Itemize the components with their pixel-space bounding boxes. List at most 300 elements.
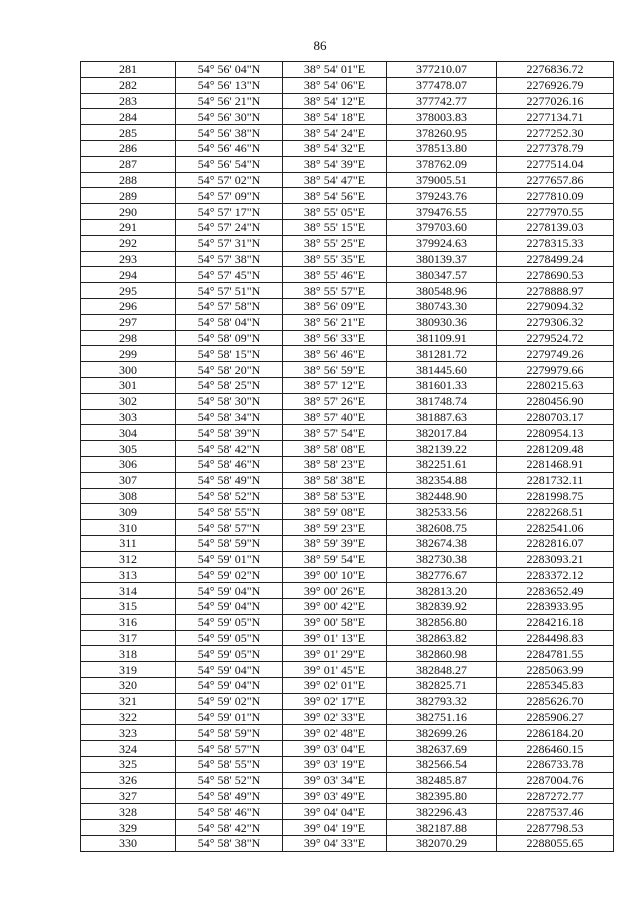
y-coordinate-cell: 2277810.09 — [497, 188, 614, 204]
point-number-cell: 314 — [81, 583, 176, 599]
coordinate-table — [80, 61, 614, 852]
latitude-cell: 54° 57' 38"N — [176, 251, 283, 267]
latitude-cell: 54° 58' 15"N — [176, 346, 283, 362]
table-row — [81, 330, 614, 346]
x-coordinate-cell: 377210.07 — [387, 62, 497, 78]
x-coordinate-cell: 382793.32 — [387, 693, 497, 709]
table-row — [81, 314, 614, 330]
latitude-cell: 54° 56' 13"N — [176, 77, 283, 93]
x-coordinate-cell: 378260.95 — [387, 125, 497, 141]
y-coordinate-cell: 2277252.30 — [497, 125, 614, 141]
y-coordinate-cell: 2285626.70 — [497, 693, 614, 709]
latitude-cell: 54° 58' 04"N — [176, 314, 283, 330]
latitude-cell: 54° 57' 17"N — [176, 204, 283, 220]
y-coordinate-cell: 2285063.99 — [497, 662, 614, 678]
point-number-cell: 330 — [81, 836, 176, 852]
latitude-cell: 54° 57' 58"N — [176, 298, 283, 314]
point-number-cell: 325 — [81, 757, 176, 773]
table-row — [81, 219, 614, 235]
table-row — [81, 662, 614, 678]
latitude-cell: 54° 58' 55"N — [176, 504, 283, 520]
y-coordinate-cell: 2287004.76 — [497, 772, 614, 788]
table-row — [81, 630, 614, 646]
table-row — [81, 377, 614, 393]
latitude-cell: 54° 58' 59"N — [176, 535, 283, 551]
point-number-cell: 310 — [81, 520, 176, 536]
latitude-cell: 54° 59' 04"N — [176, 599, 283, 615]
longitude-cell: 38° 54' 47"E — [283, 172, 387, 188]
point-number-cell: 294 — [81, 267, 176, 283]
longitude-cell: 38° 59' 39"E — [283, 535, 387, 551]
longitude-cell: 38° 54' 18"E — [283, 109, 387, 125]
point-number-cell: 311 — [81, 535, 176, 551]
point-number-cell: 289 — [81, 188, 176, 204]
y-coordinate-cell: 2284498.83 — [497, 630, 614, 646]
table-row — [81, 298, 614, 314]
longitude-cell: 39° 02' 17"E — [283, 693, 387, 709]
longitude-cell: 39° 03' 19"E — [283, 757, 387, 773]
longitude-cell: 39° 02' 01"E — [283, 678, 387, 694]
y-coordinate-cell: 2283093.21 — [497, 551, 614, 567]
y-coordinate-cell: 2281732.11 — [497, 472, 614, 488]
y-coordinate-cell: 2280703.17 — [497, 409, 614, 425]
longitude-cell: 38° 57' 54"E — [283, 425, 387, 441]
x-coordinate-cell: 382730.38 — [387, 551, 497, 567]
point-number-cell: 298 — [81, 330, 176, 346]
point-number-cell: 321 — [81, 693, 176, 709]
y-coordinate-cell: 2280456.90 — [497, 393, 614, 409]
table-row — [81, 583, 614, 599]
x-coordinate-cell: 382533.56 — [387, 504, 497, 520]
longitude-cell: 39° 04' 04"E — [283, 804, 387, 820]
longitude-cell: 38° 55' 15"E — [283, 219, 387, 235]
latitude-cell: 54° 58' 46"N — [176, 804, 283, 820]
longitude-cell: 38° 55' 57"E — [283, 283, 387, 299]
latitude-cell: 54° 59' 02"N — [176, 567, 283, 583]
point-number-cell: 319 — [81, 662, 176, 678]
y-coordinate-cell: 2280954.13 — [497, 425, 614, 441]
point-number-cell: 301 — [81, 377, 176, 393]
longitude-cell: 38° 54' 39"E — [283, 156, 387, 172]
latitude-cell: 54° 59' 05"N — [176, 630, 283, 646]
y-coordinate-cell: 2278499.24 — [497, 251, 614, 267]
y-coordinate-cell: 2286184.20 — [497, 725, 614, 741]
latitude-cell: 54° 58' 39"N — [176, 425, 283, 441]
table-row — [81, 836, 614, 852]
table-row — [81, 520, 614, 536]
latitude-cell: 54° 58' 09"N — [176, 330, 283, 346]
point-number-cell: 288 — [81, 172, 176, 188]
y-coordinate-cell: 2283372.12 — [497, 567, 614, 583]
latitude-cell: 54° 56' 04"N — [176, 62, 283, 78]
point-number-cell: 322 — [81, 709, 176, 725]
point-number-cell: 320 — [81, 678, 176, 694]
x-coordinate-cell: 382699.26 — [387, 725, 497, 741]
point-number-cell: 295 — [81, 283, 176, 299]
x-coordinate-cell: 379476.55 — [387, 204, 497, 220]
table-row — [81, 709, 614, 725]
table-row — [81, 599, 614, 615]
x-coordinate-cell: 382139.22 — [387, 441, 497, 457]
table-row — [81, 346, 614, 362]
x-coordinate-cell: 382354.88 — [387, 472, 497, 488]
y-coordinate-cell: 2287272.77 — [497, 788, 614, 804]
point-number-cell: 309 — [81, 504, 176, 520]
latitude-cell: 54° 57' 45"N — [176, 267, 283, 283]
longitude-cell: 38° 54' 24"E — [283, 125, 387, 141]
longitude-cell: 38° 57' 12"E — [283, 377, 387, 393]
point-number-cell: 297 — [81, 314, 176, 330]
latitude-cell: 54° 58' 46"N — [176, 456, 283, 472]
longitude-cell: 38° 55' 05"E — [283, 204, 387, 220]
y-coordinate-cell: 2286460.15 — [497, 741, 614, 757]
x-coordinate-cell: 380347.57 — [387, 267, 497, 283]
table-row — [81, 62, 614, 78]
table-row — [81, 693, 614, 709]
y-coordinate-cell: 2282816.07 — [497, 535, 614, 551]
point-number-cell: 315 — [81, 599, 176, 615]
longitude-cell: 38° 54' 06"E — [283, 77, 387, 93]
y-coordinate-cell: 2283652.49 — [497, 583, 614, 599]
table-row — [81, 204, 614, 220]
latitude-cell: 54° 58' 42"N — [176, 441, 283, 457]
x-coordinate-cell: 378762.09 — [387, 156, 497, 172]
latitude-cell: 54° 58' 57"N — [176, 520, 283, 536]
latitude-cell: 54° 56' 46"N — [176, 140, 283, 156]
longitude-cell: 38° 59' 23"E — [283, 520, 387, 536]
latitude-cell: 54° 58' 52"N — [176, 772, 283, 788]
y-coordinate-cell: 2284781.55 — [497, 646, 614, 662]
longitude-cell: 39° 00' 58"E — [283, 614, 387, 630]
point-number-cell: 292 — [81, 235, 176, 251]
latitude-cell: 54° 58' 30"N — [176, 393, 283, 409]
table-row — [81, 757, 614, 773]
point-number-cell: 318 — [81, 646, 176, 662]
latitude-cell: 54° 56' 54"N — [176, 156, 283, 172]
y-coordinate-cell: 2282268.51 — [497, 504, 614, 520]
point-number-cell: 281 — [81, 62, 176, 78]
x-coordinate-cell: 382776.67 — [387, 567, 497, 583]
y-coordinate-cell: 2278690.53 — [497, 267, 614, 283]
point-number-cell: 313 — [81, 567, 176, 583]
longitude-cell: 39° 03' 49"E — [283, 788, 387, 804]
table-row — [81, 772, 614, 788]
x-coordinate-cell: 382825.71 — [387, 678, 497, 694]
table-row — [81, 678, 614, 694]
longitude-cell: 38° 54' 32"E — [283, 140, 387, 156]
y-coordinate-cell: 2276926.79 — [497, 77, 614, 93]
latitude-cell: 54° 59' 01"N — [176, 551, 283, 567]
x-coordinate-cell: 382839.92 — [387, 599, 497, 615]
point-number-cell: 293 — [81, 251, 176, 267]
y-coordinate-cell: 2283933.95 — [497, 599, 614, 615]
x-coordinate-cell: 382608.75 — [387, 520, 497, 536]
longitude-cell: 38° 54' 01"E — [283, 62, 387, 78]
table-row — [81, 156, 614, 172]
x-coordinate-cell: 382296.43 — [387, 804, 497, 820]
longitude-cell: 38° 56' 21"E — [283, 314, 387, 330]
latitude-cell: 54° 59' 04"N — [176, 583, 283, 599]
longitude-cell: 39° 02' 33"E — [283, 709, 387, 725]
latitude-cell: 54° 57' 09"N — [176, 188, 283, 204]
longitude-cell: 39° 00' 42"E — [283, 599, 387, 615]
table-row — [81, 472, 614, 488]
latitude-cell: 54° 58' 42"N — [176, 820, 283, 836]
point-number-cell: 303 — [81, 409, 176, 425]
x-coordinate-cell: 382251.61 — [387, 456, 497, 472]
latitude-cell: 54° 58' 25"N — [176, 377, 283, 393]
x-coordinate-cell: 382187.88 — [387, 820, 497, 836]
table-row — [81, 441, 614, 457]
latitude-cell: 54° 56' 38"N — [176, 125, 283, 141]
y-coordinate-cell: 2279306.32 — [497, 314, 614, 330]
point-number-cell: 302 — [81, 393, 176, 409]
point-number-cell: 329 — [81, 820, 176, 836]
table-row — [81, 535, 614, 551]
table-row — [81, 504, 614, 520]
point-number-cell: 285 — [81, 125, 176, 141]
table-row — [81, 456, 614, 472]
longitude-cell: 38° 58' 23"E — [283, 456, 387, 472]
point-number-cell: 308 — [81, 488, 176, 504]
x-coordinate-cell: 382863.82 — [387, 630, 497, 646]
longitude-cell: 38° 54' 12"E — [283, 93, 387, 109]
y-coordinate-cell: 2277026.16 — [497, 93, 614, 109]
y-coordinate-cell: 2280215.63 — [497, 377, 614, 393]
longitude-cell: 39° 01' 45"E — [283, 662, 387, 678]
longitude-cell: 38° 54' 56"E — [283, 188, 387, 204]
latitude-cell: 54° 59' 02"N — [176, 693, 283, 709]
table-row — [81, 551, 614, 567]
longitude-cell: 39° 02' 48"E — [283, 725, 387, 741]
x-coordinate-cell: 379243.76 — [387, 188, 497, 204]
point-number-cell: 326 — [81, 772, 176, 788]
longitude-cell: 39° 01' 13"E — [283, 630, 387, 646]
latitude-cell: 54° 58' 57"N — [176, 741, 283, 757]
table-row — [81, 393, 614, 409]
table-row — [81, 109, 614, 125]
latitude-cell: 54° 58' 55"N — [176, 757, 283, 773]
table-row — [81, 788, 614, 804]
x-coordinate-cell: 382485.87 — [387, 772, 497, 788]
point-number-cell: 305 — [81, 441, 176, 457]
table-row — [81, 567, 614, 583]
y-coordinate-cell: 2277378.79 — [497, 140, 614, 156]
point-number-cell: 290 — [81, 204, 176, 220]
x-coordinate-cell: 382813.20 — [387, 583, 497, 599]
y-coordinate-cell: 2281209.48 — [497, 441, 614, 457]
point-number-cell: 284 — [81, 109, 176, 125]
y-coordinate-cell: 2277970.55 — [497, 204, 614, 220]
y-coordinate-cell: 2279979.66 — [497, 362, 614, 378]
table-row — [81, 614, 614, 630]
x-coordinate-cell: 382637.69 — [387, 741, 497, 757]
table-row — [81, 283, 614, 299]
y-coordinate-cell: 2278888.97 — [497, 283, 614, 299]
table-row — [81, 188, 614, 204]
x-coordinate-cell: 382070.29 — [387, 836, 497, 852]
latitude-cell: 54° 59' 05"N — [176, 646, 283, 662]
y-coordinate-cell: 2277657.86 — [497, 172, 614, 188]
y-coordinate-cell: 2279749.26 — [497, 346, 614, 362]
x-coordinate-cell: 382674.38 — [387, 535, 497, 551]
x-coordinate-cell: 381748.74 — [387, 393, 497, 409]
longitude-cell: 38° 59' 54"E — [283, 551, 387, 567]
table-row — [81, 804, 614, 820]
x-coordinate-cell: 378003.83 — [387, 109, 497, 125]
y-coordinate-cell: 2287537.46 — [497, 804, 614, 820]
latitude-cell: 54° 59' 01"N — [176, 709, 283, 725]
point-number-cell: 317 — [81, 630, 176, 646]
y-coordinate-cell: 2278315.33 — [497, 235, 614, 251]
longitude-cell: 38° 56' 09"E — [283, 298, 387, 314]
longitude-cell: 38° 56' 59"E — [283, 362, 387, 378]
x-coordinate-cell: 382751.16 — [387, 709, 497, 725]
longitude-cell: 39° 04' 19"E — [283, 820, 387, 836]
x-coordinate-cell: 381109.91 — [387, 330, 497, 346]
y-coordinate-cell: 2285345.83 — [497, 678, 614, 694]
latitude-cell: 54° 58' 59"N — [176, 725, 283, 741]
x-coordinate-cell: 379005.51 — [387, 172, 497, 188]
latitude-cell: 54° 59' 04"N — [176, 678, 283, 694]
point-number-cell: 306 — [81, 456, 176, 472]
y-coordinate-cell: 2277134.71 — [497, 109, 614, 125]
x-coordinate-cell: 379703.60 — [387, 219, 497, 235]
longitude-cell: 39° 03' 04"E — [283, 741, 387, 757]
longitude-cell: 38° 57' 26"E — [283, 393, 387, 409]
page-number: 86 — [313, 38, 327, 53]
longitude-cell: 39° 04' 33"E — [283, 836, 387, 852]
point-number-cell: 327 — [81, 788, 176, 804]
point-number-cell: 291 — [81, 219, 176, 235]
x-coordinate-cell: 382860.98 — [387, 646, 497, 662]
y-coordinate-cell: 2288055.65 — [497, 836, 614, 852]
y-coordinate-cell: 2281468.91 — [497, 456, 614, 472]
longitude-cell: 38° 55' 25"E — [283, 235, 387, 251]
y-coordinate-cell: 2279524.72 — [497, 330, 614, 346]
y-coordinate-cell: 2286733.78 — [497, 757, 614, 773]
x-coordinate-cell: 382448.90 — [387, 488, 497, 504]
point-number-cell: 282 — [81, 77, 176, 93]
x-coordinate-cell: 381445.60 — [387, 362, 497, 378]
x-coordinate-cell: 382395.80 — [387, 788, 497, 804]
table-row — [81, 77, 614, 93]
table-row — [81, 409, 614, 425]
table-row — [81, 362, 614, 378]
y-coordinate-cell: 2279094.32 — [497, 298, 614, 314]
point-number-cell: 323 — [81, 725, 176, 741]
point-number-cell: 287 — [81, 156, 176, 172]
longitude-cell: 39° 01' 29"E — [283, 646, 387, 662]
point-number-cell: 328 — [81, 804, 176, 820]
longitude-cell: 39° 00' 26"E — [283, 583, 387, 599]
y-coordinate-cell: 2276836.72 — [497, 62, 614, 78]
longitude-cell: 38° 55' 35"E — [283, 251, 387, 267]
x-coordinate-cell: 380743.30 — [387, 298, 497, 314]
table-row — [81, 172, 614, 188]
x-coordinate-cell: 381281.72 — [387, 346, 497, 362]
longitude-cell: 39° 03' 34"E — [283, 772, 387, 788]
table-row — [81, 820, 614, 836]
longitude-cell: 38° 58' 08"E — [283, 441, 387, 457]
point-number-cell: 312 — [81, 551, 176, 567]
latitude-cell: 54° 58' 34"N — [176, 409, 283, 425]
y-coordinate-cell: 2284216.18 — [497, 614, 614, 630]
longitude-cell: 38° 59' 08"E — [283, 504, 387, 520]
latitude-cell: 54° 57' 24"N — [176, 219, 283, 235]
table-row — [81, 251, 614, 267]
y-coordinate-cell: 2277514.04 — [497, 156, 614, 172]
latitude-cell: 54° 58' 52"N — [176, 488, 283, 504]
table-row — [81, 267, 614, 283]
x-coordinate-cell: 379924.63 — [387, 235, 497, 251]
x-coordinate-cell: 382856.80 — [387, 614, 497, 630]
y-coordinate-cell: 2287798.53 — [497, 820, 614, 836]
x-coordinate-cell: 380548.96 — [387, 283, 497, 299]
x-coordinate-cell: 380139.37 — [387, 251, 497, 267]
y-coordinate-cell: 2282541.06 — [497, 520, 614, 536]
latitude-cell: 54° 58' 49"N — [176, 788, 283, 804]
table-row — [81, 235, 614, 251]
latitude-cell: 54° 57' 51"N — [176, 283, 283, 299]
longitude-cell: 38° 57' 40"E — [283, 409, 387, 425]
x-coordinate-cell: 382017.84 — [387, 425, 497, 441]
x-coordinate-cell: 377478.07 — [387, 77, 497, 93]
latitude-cell: 54° 57' 31"N — [176, 235, 283, 251]
point-number-cell: 316 — [81, 614, 176, 630]
x-coordinate-cell: 378513.80 — [387, 140, 497, 156]
y-coordinate-cell: 2278139.03 — [497, 219, 614, 235]
y-coordinate-cell: 2285906.27 — [497, 709, 614, 725]
x-coordinate-cell: 381887.63 — [387, 409, 497, 425]
longitude-cell: 38° 58' 53"E — [283, 488, 387, 504]
latitude-cell: 54° 56' 30"N — [176, 109, 283, 125]
table-row — [81, 140, 614, 156]
longitude-cell: 38° 58' 38"E — [283, 472, 387, 488]
x-coordinate-cell: 380930.36 — [387, 314, 497, 330]
x-coordinate-cell: 377742.77 — [387, 93, 497, 109]
x-coordinate-cell: 382566.54 — [387, 757, 497, 773]
longitude-cell: 39° 00' 10"E — [283, 567, 387, 583]
point-number-cell: 286 — [81, 140, 176, 156]
table-row — [81, 741, 614, 757]
point-number-cell: 307 — [81, 472, 176, 488]
latitude-cell: 54° 58' 49"N — [176, 472, 283, 488]
longitude-cell: 38° 56' 46"E — [283, 346, 387, 362]
x-coordinate-cell: 381601.33 — [387, 377, 497, 393]
coordinate-table-body — [81, 62, 614, 852]
longitude-cell: 38° 55' 46"E — [283, 267, 387, 283]
table-row — [81, 125, 614, 141]
table-row — [81, 646, 614, 662]
table-row — [81, 488, 614, 504]
point-number-cell: 300 — [81, 362, 176, 378]
y-coordinate-cell: 2281998.75 — [497, 488, 614, 504]
x-coordinate-cell: 382848.27 — [387, 662, 497, 678]
table-row — [81, 93, 614, 109]
point-number-cell: 296 — [81, 298, 176, 314]
point-number-cell: 283 — [81, 93, 176, 109]
latitude-cell: 54° 58' 38"N — [176, 836, 283, 852]
point-number-cell: 324 — [81, 741, 176, 757]
latitude-cell: 54° 58' 20"N — [176, 362, 283, 378]
table-row — [81, 725, 614, 741]
latitude-cell: 54° 56' 21"N — [176, 93, 283, 109]
latitude-cell: 54° 59' 04"N — [176, 662, 283, 678]
table-row — [81, 425, 614, 441]
longitude-cell: 38° 56' 33"E — [283, 330, 387, 346]
latitude-cell: 54° 57' 02"N — [176, 172, 283, 188]
